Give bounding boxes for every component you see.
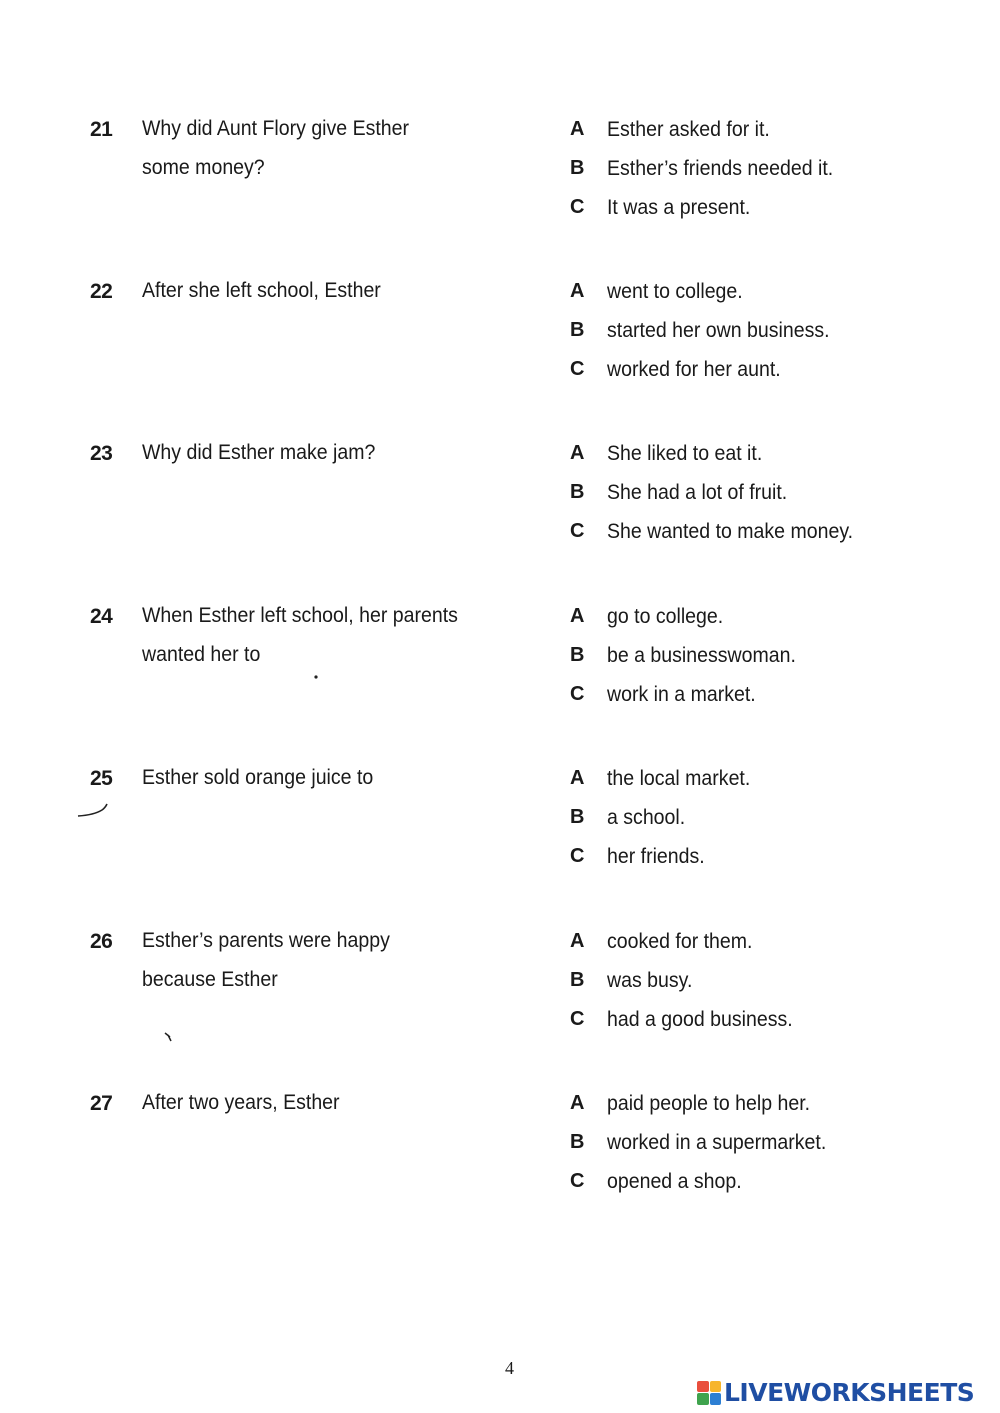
option-letter: A — [570, 930, 585, 952]
option-text: had a good business. — [607, 1008, 793, 1031]
question-text — [142, 596, 477, 674]
pen-mark-dot — [312, 673, 320, 681]
question-text-line: Esther sold orange juice to — [142, 766, 374, 789]
option-letter: C — [570, 1008, 585, 1030]
option-letter: C — [570, 683, 585, 705]
option-letter: B — [570, 1131, 585, 1153]
option-letter: B — [570, 157, 585, 179]
liveworksheets-logo-icon — [697, 1381, 721, 1405]
option-letter: C — [570, 845, 585, 867]
option-letter: B — [570, 319, 585, 341]
option-letter: C — [570, 196, 585, 218]
option-letter: C — [570, 1170, 585, 1192]
option-text: opened a shop. — [607, 1170, 742, 1193]
question-text — [142, 1083, 477, 1122]
option-text: She wanted to make money. — [607, 520, 854, 543]
question-text-line: After she left school, Esther — [142, 279, 381, 302]
question-number: 21 — [90, 118, 113, 141]
question-number: 22 — [90, 280, 113, 303]
option-letter: A — [570, 605, 585, 627]
option-text: Esther asked for it. — [607, 118, 770, 141]
liveworksheets-brand — [697, 1378, 974, 1407]
option-text: She liked to eat it. — [607, 442, 763, 465]
question-text — [142, 271, 477, 310]
option-letter: A — [570, 767, 585, 789]
question-text-line: When Esther left school, her parents — [142, 604, 458, 627]
option-text: cooked for them. — [607, 930, 753, 953]
option-text: a school. — [607, 806, 686, 829]
option-letter: B — [570, 481, 585, 503]
option-letter: B — [570, 969, 585, 991]
question-text-line: Why did Esther make jam? — [142, 441, 376, 464]
option-text: went to college. — [607, 280, 743, 303]
option-letter: A — [570, 118, 585, 140]
question-text-line: Esther’s parents were happy — [142, 929, 390, 952]
pen-mark-tick — [162, 1030, 176, 1044]
question-text — [142, 109, 477, 187]
question-text — [142, 921, 477, 999]
option-letter: B — [570, 806, 585, 828]
option-text: work in a market. — [607, 683, 756, 706]
option-text: the local market. — [607, 767, 751, 790]
question-text — [142, 758, 477, 797]
option-text: She had a lot of fruit. — [607, 481, 788, 504]
option-letter: A — [570, 1092, 585, 1114]
question-number: 25 — [90, 767, 113, 790]
question-text-line: Why did Aunt Flory give Esther — [142, 117, 410, 140]
option-letter: C — [570, 358, 585, 380]
question-text-line: After two years, Esther — [142, 1091, 340, 1114]
question-number: 23 — [90, 442, 113, 465]
page-number: 4 — [505, 1358, 514, 1378]
option-text: It was a present. — [607, 196, 751, 219]
question-number: 27 — [90, 1092, 113, 1115]
option-letter: A — [570, 280, 585, 302]
question-text-line: wanted her to — [142, 643, 261, 666]
option-letter: C — [570, 520, 585, 542]
option-text: Esther’s friends needed it. — [607, 157, 834, 180]
question-number: 26 — [90, 930, 113, 953]
option-letter: A — [570, 442, 585, 464]
question-text — [142, 433, 477, 472]
option-text: her friends. — [607, 845, 705, 868]
brand-text: LIVEWORKSHEETS — [724, 1378, 975, 1407]
option-letter: B — [570, 644, 585, 666]
question-text-line: because Esther — [142, 968, 278, 991]
question-number: 24 — [90, 605, 113, 628]
option-text: worked for her aunt. — [607, 358, 781, 381]
option-text: paid people to help her. — [607, 1092, 811, 1115]
option-text: started her own business. — [607, 319, 830, 342]
option-text: go to college. — [607, 605, 724, 628]
pen-mark-stroke — [76, 800, 110, 820]
option-text: was busy. — [607, 969, 693, 992]
option-text: worked in a supermarket. — [607, 1131, 827, 1154]
question-text-line: some money? — [142, 156, 265, 179]
option-text: be a businesswoman. — [607, 644, 796, 667]
